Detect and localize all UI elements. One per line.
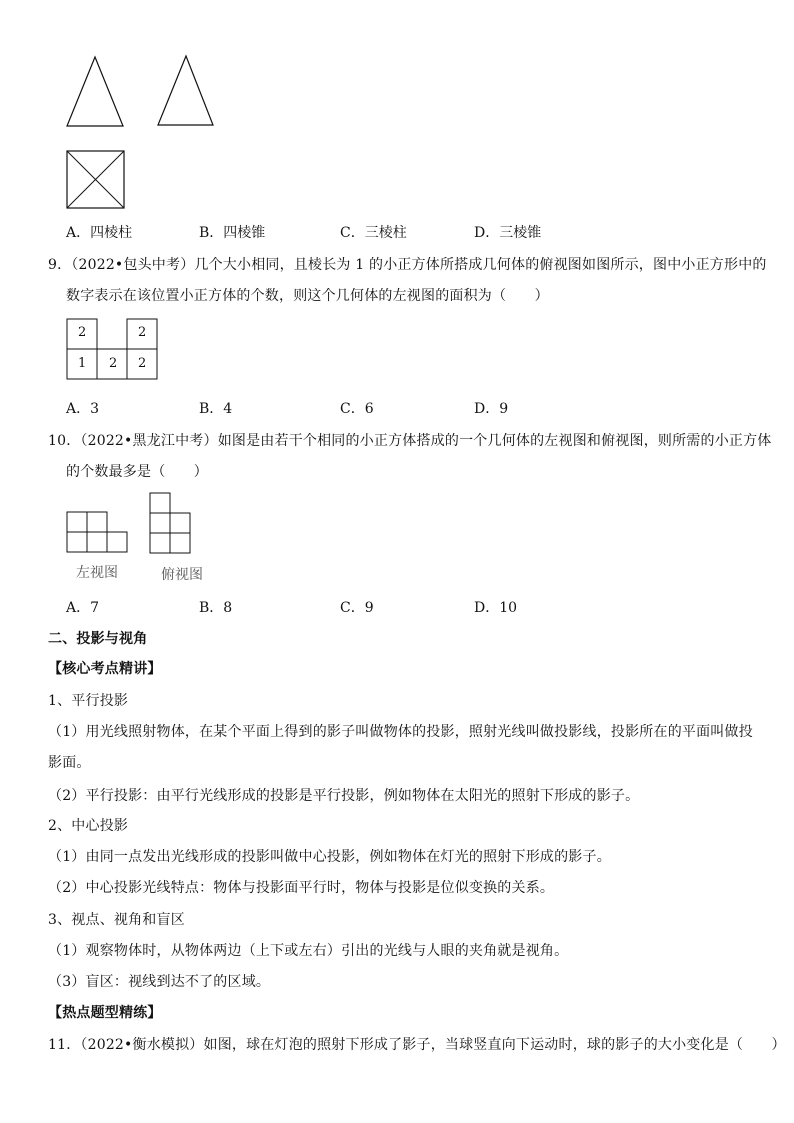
q9-option-c: C．6 (340, 401, 374, 417)
q10-top-view (149, 492, 193, 556)
section2-heading: 二、投影与视角 (48, 631, 148, 647)
q9-grid-num-top-right: 2 (138, 325, 147, 340)
q9-grid-num-top-left: 2 (78, 325, 87, 340)
p3-item2: （3）盲区：视线到达不了的区域。 (48, 974, 271, 990)
q11-text-line1: 11．（2022•衡水模拟）如图，球在灯泡的照射下形成了影子，当球竖直向下运动时，球的影子的大小变化是（ ） (48, 1037, 786, 1053)
q9-text-line1: 9．（2022•包头中考）几个大小相同，且棱长为 1 的小正方体所搭成几何体的俯视图如图所示，图中小正方形中的 (48, 257, 767, 273)
hot-practice-title: 【热点题型精练】 (48, 1005, 162, 1021)
q9-option-a: A．3 (66, 401, 100, 417)
q9-grid-num-bottom-3: 2 (138, 356, 147, 371)
q9-option-d: D．9 (474, 401, 509, 417)
q9-option-b: B．4 (199, 401, 233, 417)
p2-item2: （2）中心投影光线特点：物体与投影面平行时，物体与投影是位似变换的关系。 (48, 880, 555, 896)
p1-item1-line1: （1）用光线照射物体，在某个平面上得到的影子叫做物体的投影，照射光线叫做投影线，投影所在的平面叫做投 (48, 724, 753, 740)
q10-top-view-caption: 俯视图 (161, 567, 203, 583)
q8-option-a: A．四棱柱 (66, 225, 133, 241)
p3-item1: （1）观察物体时，从物体两边（上下或左右）引出的光线与人眼的夹角就是视角。 (48, 943, 569, 959)
p1-title: 1、平行投影 (48, 693, 129, 709)
q10-option-c: C．9 (340, 600, 374, 616)
q10-left-view (66, 511, 130, 555)
q9-grid-num-bottom-1: 1 (78, 356, 87, 371)
q9-grid-num-bottom-2: 2 (109, 356, 118, 371)
p2-item1: （1）由同一点发出光线形成的投影叫做中心投影，例如物体在灯光的照射下形成的影子。 (48, 849, 611, 865)
q10-option-a: A．7 (66, 600, 100, 616)
p2-title: 2、中心投影 (48, 818, 129, 834)
q10-text-line1: 10．（2022•黑龙江中考）如图是由若干个相同的小正方体搭成的一个几何体的左视图和俯视图，则所需的小正方体 (48, 433, 772, 449)
q9-text-line2: 数字表示在该位置小正方体的个数，则这个几何体的左视图的面积为（ ） (66, 288, 549, 304)
q8-triangle-right (157, 55, 217, 127)
q10-option-d: D．10 (474, 600, 518, 616)
p3-title: 3、视点、视角和盲区 (48, 912, 185, 928)
q8-triangle-left (66, 56, 126, 128)
core-points-title: 【核心考点精讲】 (48, 661, 162, 677)
q8-square-cross (66, 150, 126, 210)
p1-item1-line2: 影面。 (48, 755, 91, 771)
q8-option-c: C．三棱柱 (340, 225, 407, 241)
q10-left-view-caption: 左视图 (76, 565, 118, 581)
q10-option-b: B．8 (199, 600, 233, 616)
q8-option-b: B．四棱锥 (199, 225, 266, 241)
q8-option-d: D．三棱锥 (474, 225, 542, 241)
q10-text-line2: 的个数最多是（ ） (66, 464, 208, 480)
p1-item2: （2）平行投影：由平行光线形成的投影是平行投影，例如物体在太阳光的照射下形成的影子。 (48, 788, 640, 804)
